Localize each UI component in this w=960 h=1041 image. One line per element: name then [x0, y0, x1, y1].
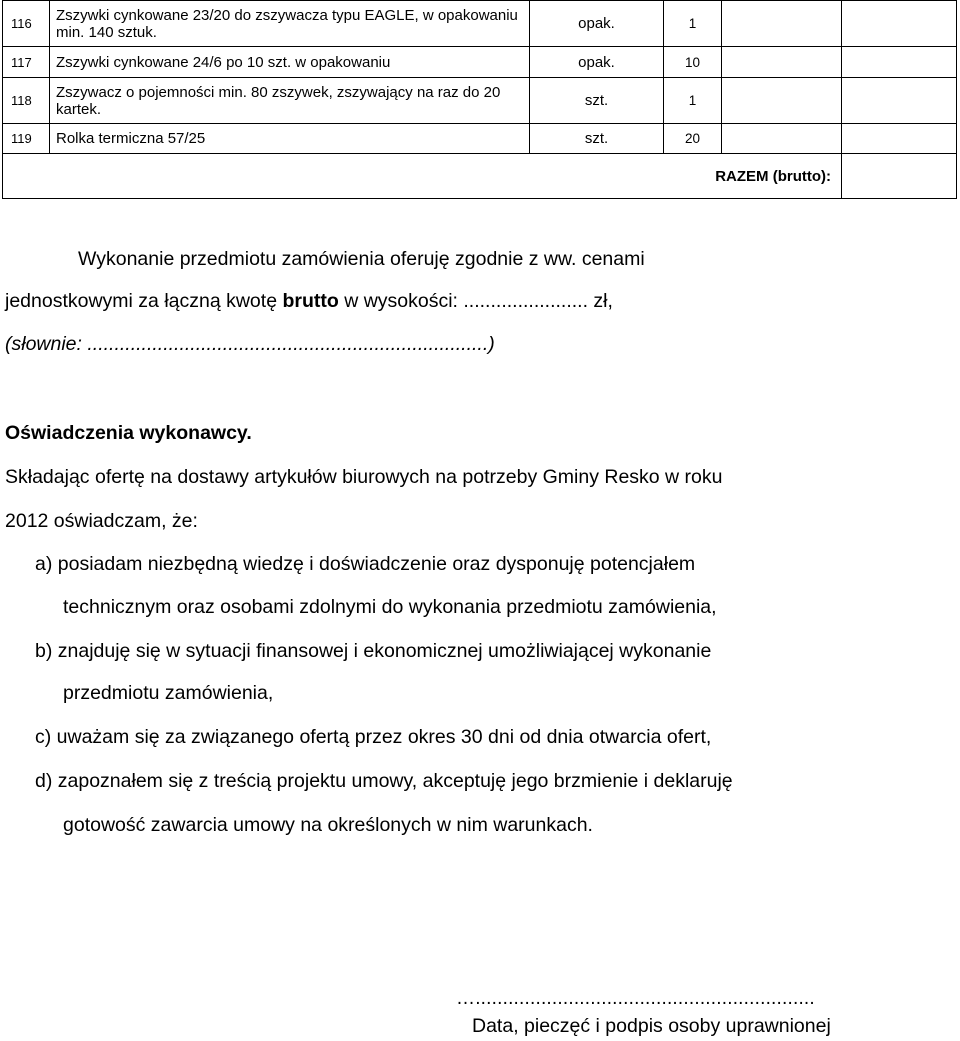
value-cell[interactable]: [842, 124, 957, 154]
signature-label: Data, pieczęć i podpis osoby uprawnionej: [472, 1015, 831, 1037]
item-name: Zszywki cynkowane 24/6 po 10 szt. w opakowaniu: [50, 47, 530, 78]
offer-amount-field: w wysokości: ....................... zł,: [338, 290, 613, 312]
item-unit: opak.: [530, 1, 664, 47]
unit-price-cell[interactable]: [722, 124, 842, 154]
item-name: Rolka termiczna 57/25: [50, 124, 530, 154]
item-quantity: 10: [664, 47, 722, 78]
declaration-d-2: gotowość zawarcia umowy na określonych w nim warunkach.: [63, 814, 593, 836]
declaration-b-2: przedmiotu zamówienia,: [63, 682, 274, 704]
table-row: [3, 124, 957, 154]
row-number: 119: [3, 124, 50, 154]
table-row: [3, 78, 957, 124]
declaration-b-1: b) znajduję się w sytuacji finansowej i ekonomicznej umożliwiającej wykonanie: [35, 640, 712, 662]
item-name: Zszywki cynkowane 23/20 do zszywacza typu EAGLE, w opakowaniu min. 140 sztuk.: [50, 1, 530, 47]
offer-words-field: (słownie: ..........................................................................): [5, 333, 495, 355]
unit-price-cell[interactable]: [722, 47, 842, 78]
item-unit: szt.: [530, 78, 664, 124]
offer-line-2: [5, 290, 955, 312]
items-table: [2, 0, 957, 199]
item-quantity: 20: [664, 124, 722, 154]
total-value-cell[interactable]: [842, 154, 957, 199]
declaration-a-1: a) posiadam niezbędną wiedzę i doświadczenie oraz dysponuję potencjałem: [35, 553, 696, 575]
declarations-intro-1: Składając ofertę na dostawy artykułów biurowych na potrzeby Gminy Resko w roku: [5, 466, 723, 488]
item-name: Zszywacz o pojemności min. 80 zszywek, zszywający na raz do 20 kartek.: [50, 78, 530, 124]
item-quantity: 1: [664, 78, 722, 124]
row-number: 118: [3, 78, 50, 124]
table-row: [3, 47, 957, 78]
gross-label: brutto: [282, 290, 339, 312]
row-number: 117: [3, 47, 50, 78]
total-row: [3, 154, 957, 199]
item-unit: szt.: [530, 124, 664, 154]
item-quantity: 1: [664, 1, 722, 47]
unit-price-cell[interactable]: [722, 78, 842, 124]
value-cell[interactable]: [842, 47, 957, 78]
offer-line-1: Wykonanie przedmiotu zamówienia oferuję zgodnie z ww. cenami: [78, 248, 645, 270]
declaration-a-2: technicznym oraz osobami zdolnymi do wykonania przedmiotu zamówienia,: [63, 596, 717, 618]
value-cell[interactable]: [842, 78, 957, 124]
unit-price-cell[interactable]: [722, 1, 842, 47]
declarations-intro-2: 2012 oświadczam, że:: [5, 510, 198, 532]
total-label: RAZEM (brutto):: [3, 154, 842, 199]
item-unit: opak.: [530, 47, 664, 78]
signature-dots[interactable]: …..............................................................: [456, 988, 815, 1009]
declaration-d-1: d) zapoznałem się z treścią projektu umowy, akceptuję jego brzmienie i deklaruję: [35, 770, 733, 792]
value-cell[interactable]: [842, 1, 957, 47]
table-row: [3, 1, 957, 47]
row-number: 116: [3, 1, 50, 47]
declarations-heading: Oświadczenia wykonawcy.: [5, 422, 252, 444]
offer-line-2-start: jednostkowymi za łączną kwotę: [5, 290, 283, 312]
declaration-c-1: c) uważam się za związanego ofertą przez okres 30 dni od dnia otwarcia ofert,: [35, 726, 712, 748]
